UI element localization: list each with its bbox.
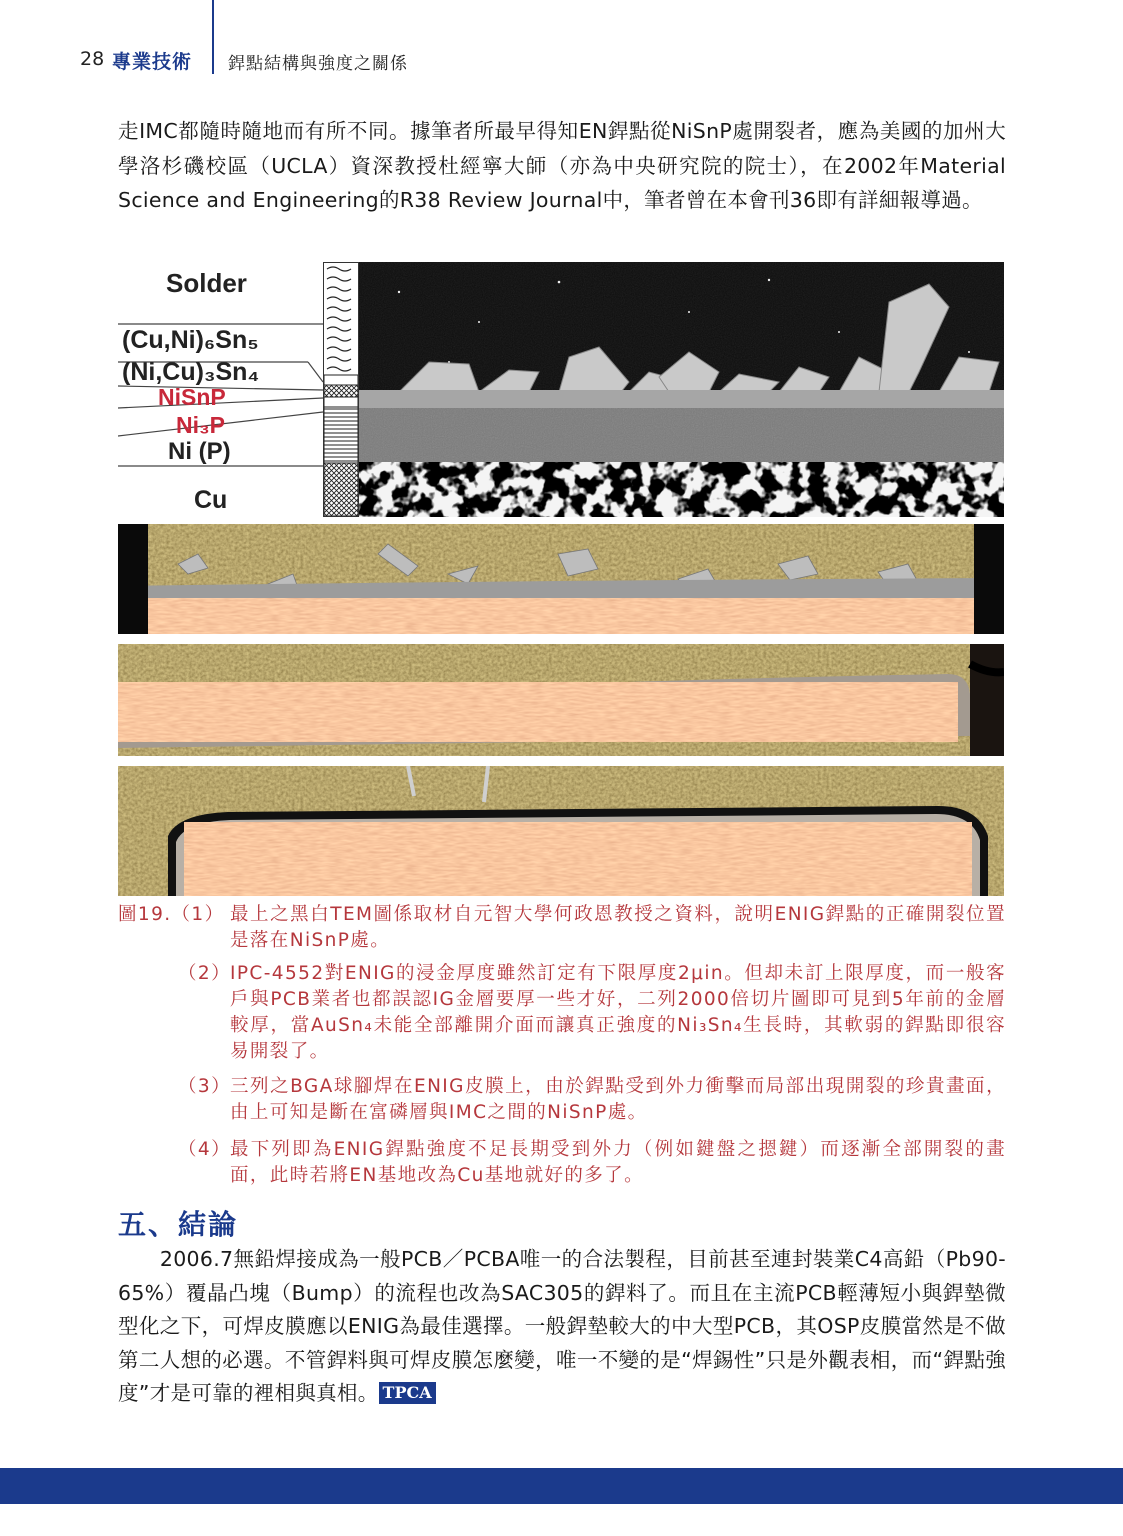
caption-text-1: 最上之黑白TEM圖係取材自元智大學何政恩教授之資料，說明ENIG銲點的正確開裂位置是落在NiSnP處。 xyxy=(230,904,1006,951)
label-cuni6sn5: (Cu,Ni)₆Sn₅ xyxy=(122,326,259,354)
conclusion-text: 2006.7無鉛焊接成為一般PCB／PCBA唯一的合法製程，目前甚至連封裝業C4高鉛（Pb90-65%）覆晶凸塊（Bump）的流程也改為SAC305的銲料了。而且在主流PCB輕薄短小與銲墊微型化之下，可焊皮膜應以ENIG為最佳選擇。一般銲墊較大的中大型PCB，其OSP皮膜當然是不做第二人想的必選。不管銲料與可焊皮膜怎麼變，唯一不變的是“焊錫性”只是外觀表相，而“銲點強度”才是可靠的裡相與真相。 xyxy=(118,1247,1006,1405)
caption-text-2: IPC-4552對ENIG的浸金厚度雖然訂定有下限厚度2μin。但却未訂上限厚度，而一般客戶與PCB業者也都誤認IG金層要厚一些才好，二列2000倍切片圖即可見到5年前的金層較厚，當AuSn₄未能全部離開介面而讓真正強度的Ni₃Sn₄生長時，其軟弱的銲點即很容易開裂了。 xyxy=(230,963,1006,1062)
tem-micrograph xyxy=(359,262,1004,517)
article-title: 銲點結構與強度之關係 xyxy=(228,54,408,74)
body-paragraph-2 xyxy=(118,1243,1006,1411)
tem-image-panel xyxy=(118,262,1004,517)
figure-caption xyxy=(118,902,1006,1192)
label-solder: Solder xyxy=(166,268,247,298)
cross-section-photo-3 xyxy=(118,644,1004,756)
layer-schematic-column xyxy=(323,262,359,517)
section-heading: 五、結論 xyxy=(118,1208,239,1241)
label-ni3p: Ni₃P xyxy=(176,412,225,438)
body-paragraph-1: 走IMC都隨時隨地而有所不同。據筆者所最早得知EN銲點從NiSnP處開裂者，應為美國的加州大學洛杉磯校區（UCLA）資深教授杜經寧大師（亦為中央研究院的院士），在2002年Material Science and Engineering的R38 Review Journal中，筆者曾在本會刊36即有詳細報導過。 xyxy=(118,119,1006,212)
caption-lead-1: 圖19.（1） xyxy=(118,904,225,925)
caption-lead-4: （4） xyxy=(178,1139,231,1160)
layer-pattern xyxy=(324,263,358,516)
label-nip: Ni (P) xyxy=(168,438,231,465)
tpca-badge: TPCA xyxy=(379,1382,436,1404)
tem-micrograph-drawing xyxy=(359,262,1004,517)
figure-19 xyxy=(118,262,1004,896)
caption-lead-3: （3） xyxy=(178,1076,231,1097)
cross-section-drawing-2 xyxy=(118,524,1004,634)
footer-band xyxy=(0,1468,1123,1504)
section-label: 專業技術 xyxy=(112,51,193,73)
page-number: 28 xyxy=(80,48,105,70)
page-header xyxy=(0,0,1123,80)
label-cu: Cu xyxy=(194,486,228,514)
label-nisnp: NiSnP xyxy=(158,384,226,410)
layer-label-area xyxy=(118,262,323,517)
header-divider xyxy=(212,0,214,74)
cross-section-drawing-3 xyxy=(118,644,1004,756)
cross-section-photo-2 xyxy=(118,524,1004,634)
cross-section-photo-4 xyxy=(118,766,1004,896)
caption-text-4: 最下列即為ENIG銲點強度不足長期受到外力（例如鍵盤之摁鍵）而逐漸全部開裂的畫面，此時若將EN基地改為Cu基地就好的多了。 xyxy=(230,1139,1006,1186)
cross-section-drawing-4 xyxy=(118,766,1004,896)
caption-text-3: 三列之BGA球腳焊在ENIG皮膜上，由於銲點受到外力衝擊而局部出現開裂的珍貴畫面，由上可知是斷在富磷層與IMC之間的NiSnP處。 xyxy=(230,1076,1006,1123)
label-nicu3sn4: (Ni,Cu)₃Sn₄ xyxy=(122,358,260,386)
caption-lead-2: （2） xyxy=(178,963,231,984)
